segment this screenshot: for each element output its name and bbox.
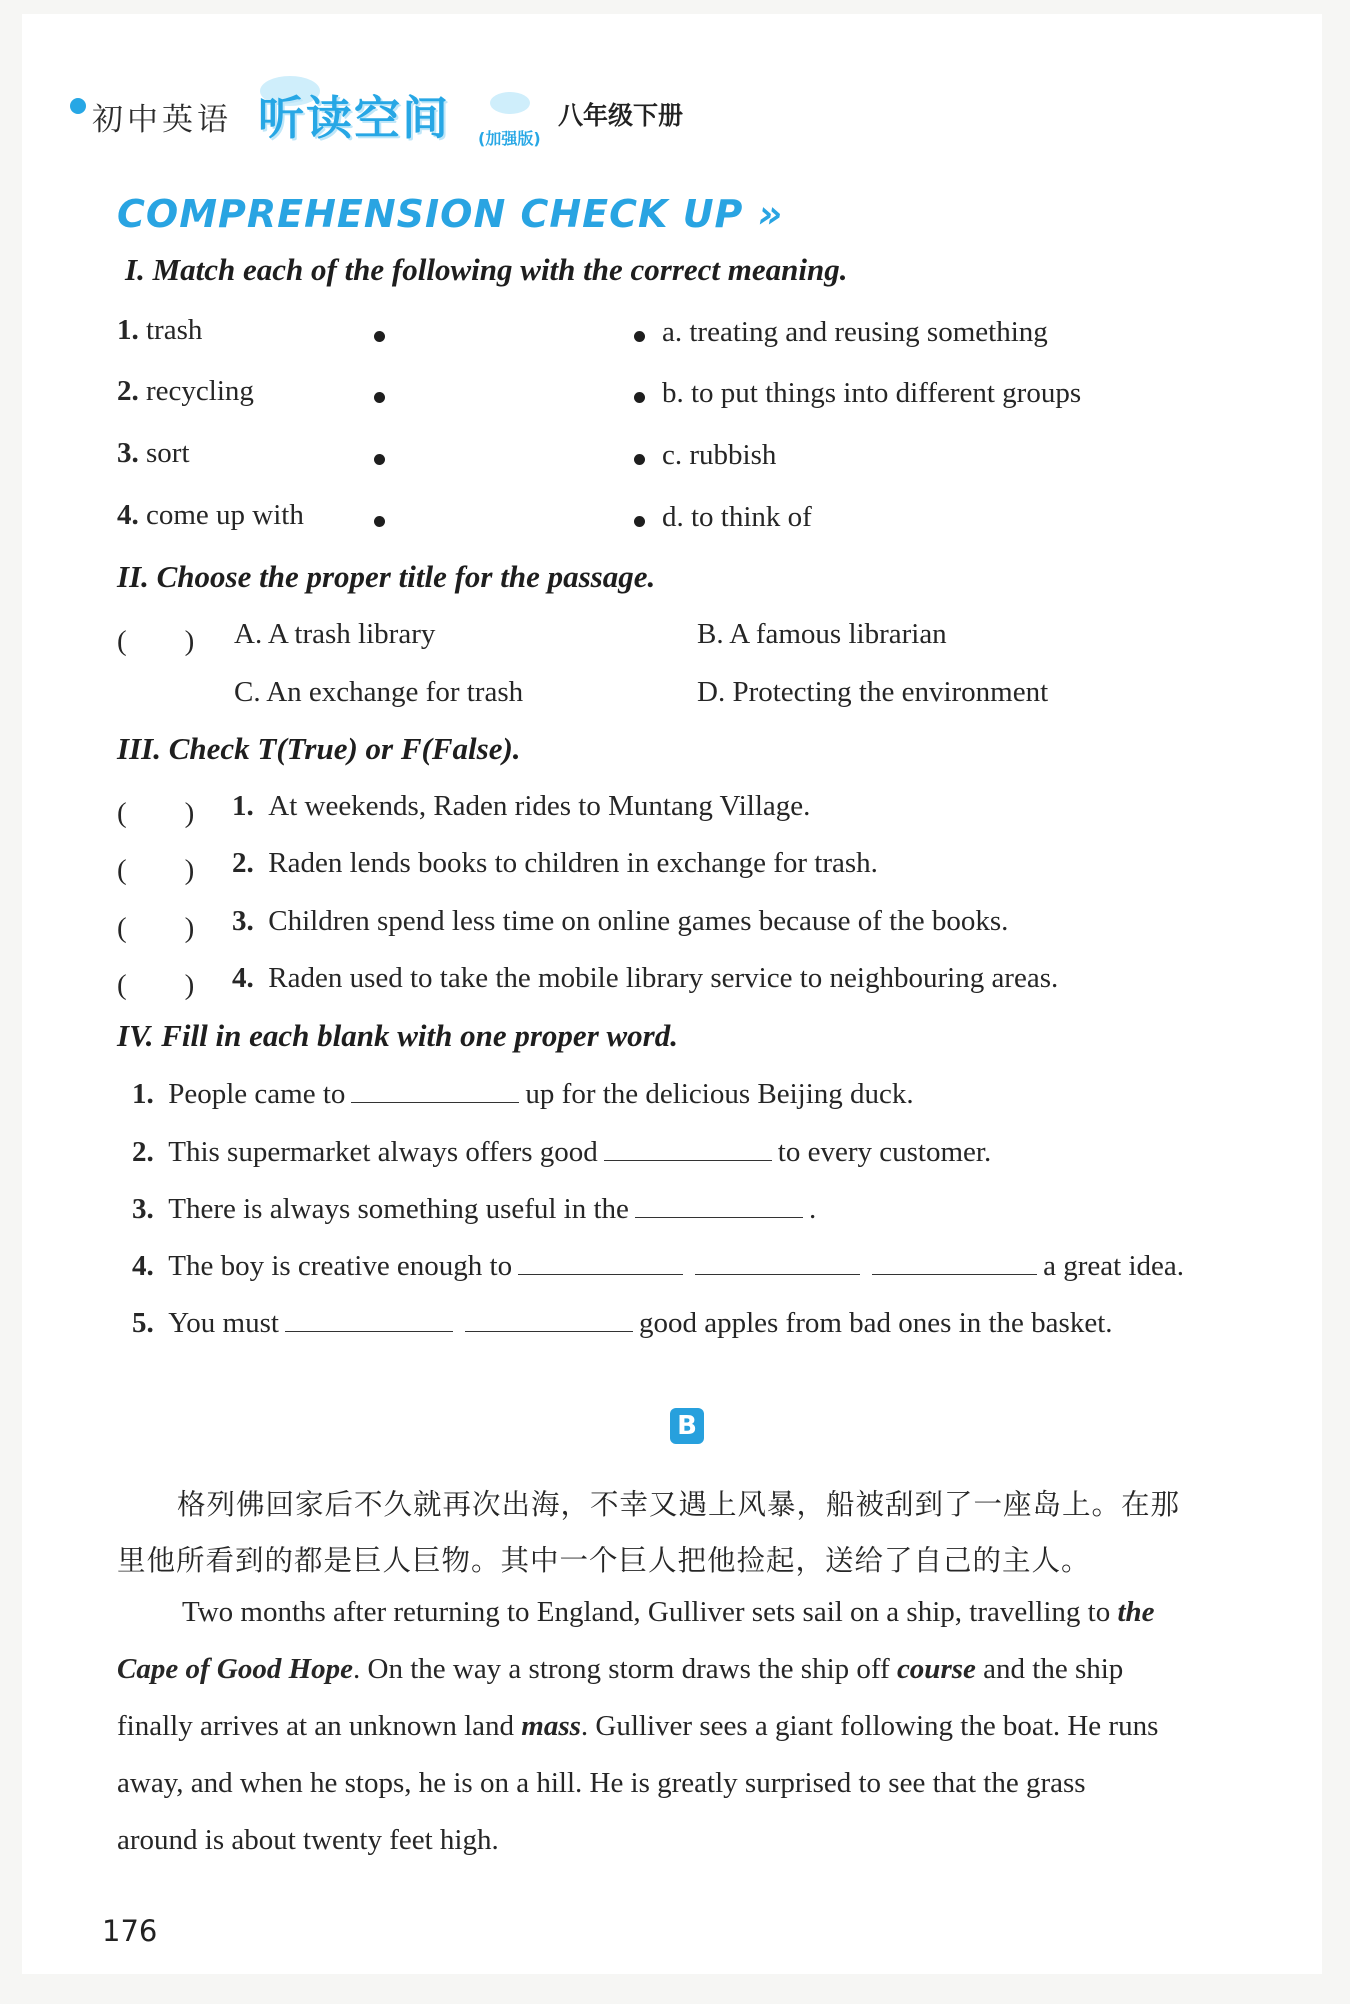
match-dot-left[interactable] — [374, 392, 385, 403]
passage-line: away, and when he stops, he is on a hill. He is greatly surprised to see that the grass — [117, 1767, 1086, 1799]
match-item — [117, 437, 190, 470]
part1-heading: I. Match each of the following with the correct meaning. — [125, 252, 848, 287]
chinese-intro-line: 格列佛回家后不久就再次出海，不幸又遇上风暴，船被刮到了一座岛上。在那 — [177, 1488, 1181, 1521]
sentence-before: This supermarket always offers good — [168, 1136, 598, 1168]
tf-statement — [232, 790, 810, 823]
passage-text: . On the way a strong storm draws the ship off — [353, 1653, 890, 1685]
match-dot-left[interactable] — [374, 331, 385, 342]
match-dot-right[interactable] — [634, 454, 645, 465]
fill-sentence — [132, 1134, 991, 1169]
answer-bracket[interactable]: ( ) — [117, 797, 195, 829]
header-bullet-icon — [70, 98, 86, 114]
answer-blank[interactable] — [604, 1134, 772, 1161]
passage-keyword: course — [896, 1653, 976, 1685]
fill-sentence — [132, 1191, 816, 1226]
series-title: 初中英语 — [92, 102, 232, 138]
answer-blank[interactable] — [695, 1248, 860, 1275]
item-number: 3. — [117, 437, 139, 469]
statement-text: Raden used to take the mobile library service to neighbouring areas. — [268, 962, 1059, 994]
match-dot-right[interactable] — [634, 516, 645, 527]
part2-heading: II. Choose the proper title for the passage. — [117, 559, 656, 594]
match-word: sort — [146, 437, 190, 469]
answer-blank[interactable] — [465, 1305, 633, 1332]
answer-bracket[interactable]: ( ) — [117, 969, 195, 1001]
answer-bracket[interactable]: ( ) — [117, 625, 195, 657]
match-item — [117, 499, 304, 532]
statement-text: Raden lends books to children in exchange for trash. — [268, 847, 878, 879]
sentence-before: The boy is creative enough to — [168, 1250, 513, 1282]
match-item — [117, 314, 202, 347]
match-item — [117, 375, 254, 408]
option-d: D. Protecting the environment — [697, 676, 1049, 708]
answer-bracket[interactable]: ( ) — [117, 854, 195, 886]
tf-statement — [232, 905, 1008, 938]
sentence-before: There is always something useful in the — [168, 1193, 629, 1225]
part3-heading: III. Check T(True) or F(False). — [117, 731, 521, 766]
answer-blank[interactable] — [351, 1076, 519, 1103]
answer-blank[interactable] — [285, 1305, 453, 1332]
sentence-after: a great idea. — [1043, 1250, 1185, 1282]
match-word: trash — [146, 314, 203, 346]
fill-sentence — [132, 1076, 914, 1111]
item-number: 5. — [132, 1307, 154, 1339]
passage-text: Two months after returning to England, Gulliver sets sail on a ship, travelling to — [182, 1596, 1111, 1628]
cloud-icon — [490, 92, 530, 114]
answer-blank[interactable] — [635, 1191, 803, 1218]
option-c: C. An exchange for trash — [234, 676, 524, 708]
item-number: 1. — [117, 314, 139, 346]
match-meaning: a. treating and reusing something — [662, 316, 1048, 348]
sentence-after: to every customer. — [777, 1136, 992, 1168]
passage-line — [117, 1710, 1158, 1743]
page-number: 176 — [102, 1914, 158, 1948]
brand-title: 听读空间 — [258, 91, 450, 145]
item-number: 4. — [117, 499, 139, 531]
match-dot-left[interactable] — [374, 516, 385, 527]
sentence-before: People came to — [168, 1078, 346, 1110]
chinese-intro-line: 里他所看到的都是巨人巨物。其中一个巨人把他捡起，送给了自己的主人。 — [117, 1544, 1091, 1577]
workbook-page — [22, 14, 1322, 1974]
edition-label: (加强版) — [478, 129, 541, 148]
match-meaning: c. rubbish — [662, 439, 777, 471]
passage-line — [117, 1653, 1123, 1686]
sentence-after: up for the delicious Beijing duck. — [525, 1078, 914, 1110]
answer-blank[interactable] — [872, 1248, 1037, 1275]
option-a: A. A trash library — [234, 618, 436, 650]
section-title: COMPREHENSION CHECK UP » — [117, 192, 784, 236]
match-meaning: d. to think of — [662, 501, 812, 533]
match-word: recycling — [146, 375, 254, 407]
section-b-badge: B — [670, 1408, 704, 1444]
grade-label: 八年级下册 — [558, 101, 684, 130]
page-header — [70, 72, 770, 152]
item-number: 1. — [132, 1078, 154, 1110]
statement-text: At weekends, Raden rides to Muntang Village. — [268, 790, 811, 822]
item-number: 2. — [117, 375, 139, 407]
sentence-before: You must — [168, 1307, 279, 1339]
statement-text: Children spend less time on online games because of the books. — [268, 905, 1009, 937]
item-number: 2. — [132, 1136, 154, 1168]
passage-line: around is about twenty feet high. — [117, 1824, 499, 1856]
part4-heading: IV. Fill in each blank with one proper word. — [117, 1018, 678, 1053]
passage-keyword: mass — [521, 1710, 581, 1742]
match-word: come up with — [146, 499, 304, 531]
passage-line — [182, 1596, 1155, 1629]
item-number: 4. — [232, 962, 254, 994]
item-number: 3. — [132, 1193, 154, 1225]
passage-keyword: Cape of Good Hope — [117, 1653, 353, 1685]
answer-bracket[interactable]: ( ) — [117, 912, 195, 944]
item-number: 2. — [232, 847, 254, 879]
option-b: B. A famous librarian — [697, 618, 947, 650]
item-number: 3. — [232, 905, 254, 937]
tf-statement — [232, 847, 878, 880]
item-number: 1. — [232, 790, 254, 822]
passage-keyword: the — [1117, 1596, 1155, 1628]
match-dot-right[interactable] — [634, 331, 645, 342]
fill-sentence — [132, 1305, 1113, 1340]
fill-sentence — [132, 1248, 1184, 1283]
match-dot-left[interactable] — [374, 454, 385, 465]
passage-text: . Gulliver sees a giant following the boat. He runs — [580, 1710, 1159, 1742]
passage-text: and the ship — [983, 1653, 1124, 1685]
sentence-after: good apples from bad ones in the basket. — [638, 1307, 1113, 1339]
passage-text: finally arrives at an unknown land — [117, 1710, 515, 1742]
item-number: 4. — [132, 1250, 154, 1282]
answer-blank[interactable] — [518, 1248, 683, 1275]
match-dot-right[interactable] — [634, 392, 645, 403]
match-meaning: b. to put things into different groups — [662, 377, 1082, 409]
sentence-after: . — [808, 1193, 817, 1225]
tf-statement — [232, 962, 1058, 995]
